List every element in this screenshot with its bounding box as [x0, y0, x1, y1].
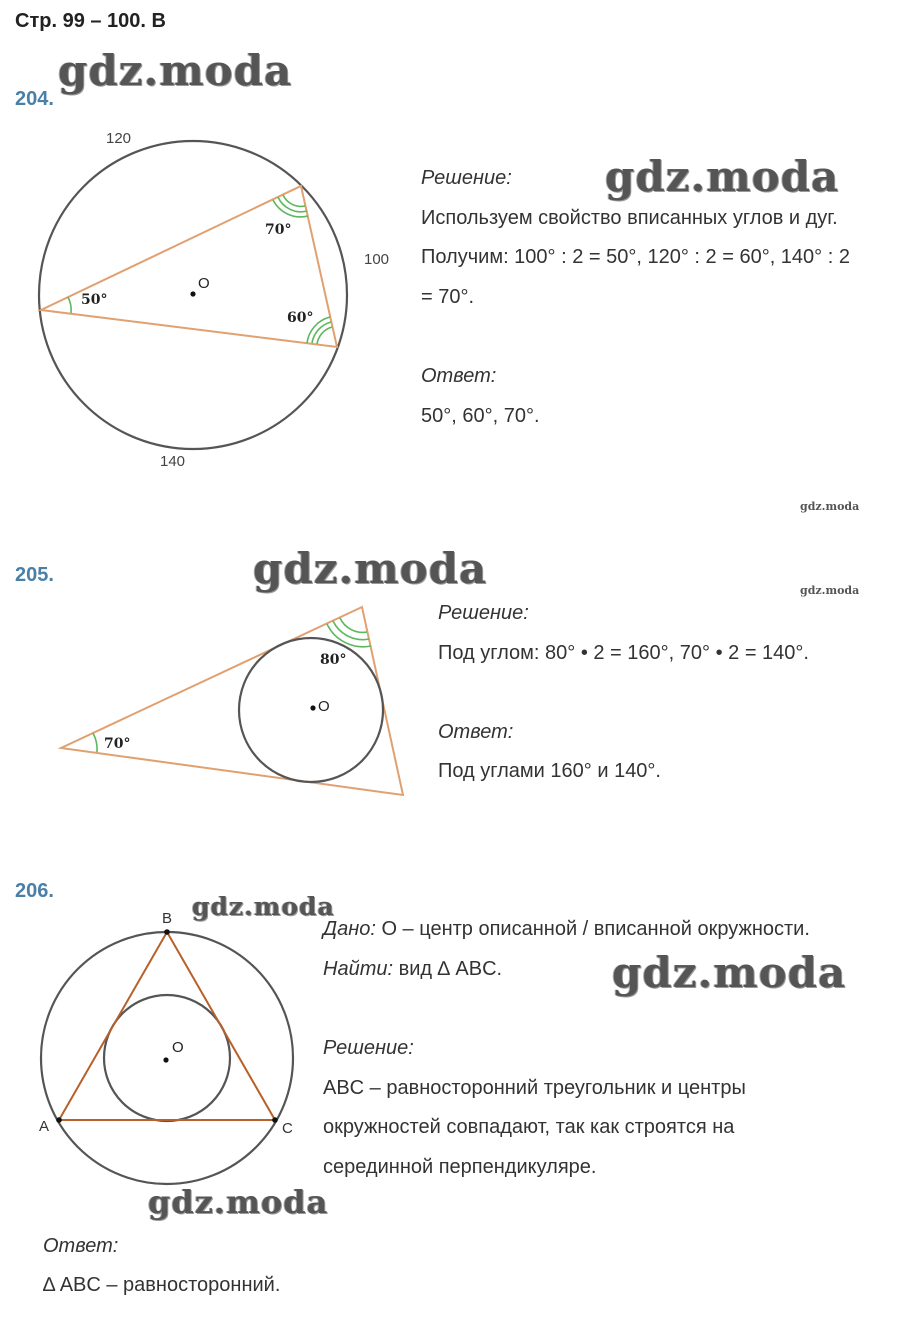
watermark-small: gdz.moda [800, 584, 860, 597]
solution-line: Используем свойство вписанных углов и дуг. [421, 207, 838, 229]
center-point [310, 705, 315, 710]
center-point [163, 1057, 168, 1062]
figure-206 [30, 900, 320, 1190]
triangle [59, 932, 275, 1120]
find-label: Найти: [323, 958, 394, 980]
inscribed-circle [239, 638, 383, 782]
arc-label: 120 [106, 130, 132, 147]
figure-204 [0, 120, 410, 480]
triangle [61, 607, 403, 795]
problem-number: 206. [15, 880, 54, 902]
find-text: вид ∆ ABC. [393, 958, 503, 980]
watermark-logo: gdz.moda [253, 544, 488, 593]
answer-label: Ответ: [43, 1235, 119, 1257]
watermark-logo: gdz.moda [58, 46, 293, 95]
given-text: O – центр описанной / вписанной окружности. [375, 918, 810, 940]
vertex-label: B [162, 910, 173, 927]
answer-label: Ответ: [421, 365, 497, 387]
given-line [323, 909, 810, 949]
angle-arc-left [68, 297, 71, 313]
solution-line: = 70°. [421, 286, 475, 308]
arc-label: 100 [364, 251, 390, 268]
center-label: O [172, 1039, 184, 1056]
solution-line: окружностей совпадают, так как строятся на [323, 1116, 735, 1138]
answer-text: Под углами 160° и 140°. [438, 760, 661, 782]
find-line [323, 949, 502, 989]
problem-number: 204. [15, 88, 54, 110]
center-point [190, 291, 195, 296]
answer-text: ∆ ABC – равносторонний. [43, 1274, 281, 1296]
vertex-point [56, 1117, 62, 1123]
solution-line: серединной перпендикуляре. [323, 1156, 597, 1178]
angle-arc-left [93, 733, 97, 752]
vertex-label: C [282, 1120, 293, 1137]
given-label: Дано: [323, 918, 376, 940]
figure-205 [40, 590, 420, 810]
vertex-point [272, 1117, 278, 1123]
angle-label: 70° [104, 736, 131, 752]
solution-line: Получим: 100° : 2 = 50°, 120° : 2 = 60°, 140° : 2 [421, 246, 850, 268]
watermark-logo: gdz.moda [148, 1183, 329, 1221]
solution-label: Решение: [323, 1037, 414, 1059]
angle-label: 50° [81, 292, 108, 308]
angle-label: 80° [320, 652, 347, 668]
vertex-point [164, 929, 170, 935]
watermark-logo: gdz.moda [612, 948, 847, 997]
angle-label: 60° [287, 310, 314, 326]
watermark-logo: gdz.moda [605, 152, 840, 201]
answer-label: Ответ: [438, 721, 514, 743]
center-label: O [318, 698, 330, 715]
solution-label: Решение: [438, 602, 529, 624]
solution-label: Решение: [421, 167, 512, 189]
vertex-label: A [39, 1118, 50, 1135]
solution-line: Под углом: 80° • 2 = 160°, 70° • 2 = 140°. [438, 642, 809, 664]
watermark-logo: gdz.moda [192, 892, 335, 921]
watermark-small: gdz.moda [800, 500, 860, 513]
problem-number: 205. [15, 564, 54, 586]
solution-line: ABC – равносторонний треугольник и центры [323, 1077, 746, 1099]
answer-text: 50°, 60°, 70°. [421, 405, 540, 427]
arc-label: 140 [160, 453, 186, 470]
angle-label: 70° [265, 222, 292, 238]
page-header: Стр. 99 – 100. В [15, 10, 166, 32]
center-label: O [198, 275, 210, 292]
